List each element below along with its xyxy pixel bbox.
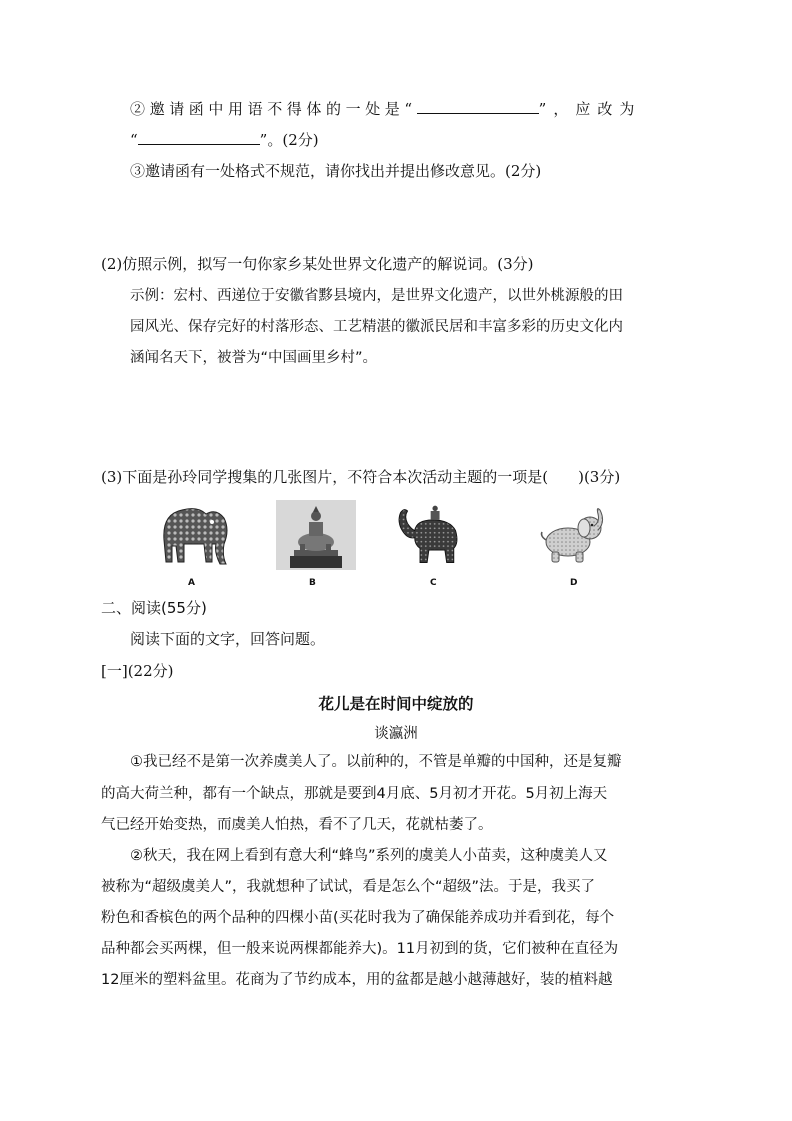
q3-prompt: (3)下面是孙玲同学搜集的几张图片，不符合本次活动主题的一项是( )(3分): [101, 468, 621, 486]
section-heading: 二、阅读(55分): [101, 599, 207, 617]
answer-blank-2: [138, 130, 260, 145]
option-label-b: B: [309, 578, 316, 588]
q1-item2-line2: [130, 130, 319, 150]
q2-prompt: (2)仿照示例，拟写一句你家乡某处世界文化遗产的解说词。(3分): [101, 255, 534, 273]
article-line: ①我已经不是第一次养虞美人了。以前种的，不管是单瓣的中国种，还是复瓣: [130, 754, 622, 770]
article-author: 谈瀛洲: [374, 726, 418, 742]
elephant-statue-image: [276, 500, 356, 570]
reading-part-label: [一](22分): [101, 662, 174, 680]
q2-example-line2: 园风光、保存完好的村落形态、工艺精湛的徽派民居和丰富多彩的历史文化内: [130, 319, 623, 335]
article-line: 的高大荷兰种，都有一个缺点，那就是要到4月底、5月初才开花。5月初上海天: [101, 786, 608, 802]
article-line: 12厘米的塑料盆里。花商为了节约成本，用的盆都是越小越薄越好，装的植料越: [101, 972, 613, 988]
article-line: 粉色和香槟色的两个品种的四棵小苗(买花时我为了确保能养成功并看到花，每个: [101, 910, 615, 926]
q1-item2-line1: [130, 99, 662, 119]
option-label-c: C: [430, 578, 437, 588]
article-line: 被称为“超级虞美人”，我就想种了试试，看是怎么个“超级”法。于是，我买了: [101, 879, 596, 895]
q1-item2-text-a: ②邀请函中用语不得体的一处是“: [130, 100, 417, 118]
cartoon-elephant-image: [532, 500, 612, 570]
answer-blank-1: [417, 99, 539, 114]
q2-example-line1: 示例：宏村、西递位于安徽省黟县境内，是世界文化遗产，以世外桃源般的田: [130, 288, 623, 304]
option-label-d: D: [570, 578, 578, 588]
article-line: 品种都会买两棵，但一般来说两棵都能养大)。11月初到的货，它们被种在直径为: [101, 941, 619, 957]
reading-instruction: 阅读下面的文字，回答问题。: [130, 630, 326, 648]
q2-example-line3: 涵闻名天下，被誉为“中国画里乡村”。: [130, 350, 378, 366]
q1-item2-text-d: ”。(2分): [259, 131, 319, 149]
article-line: 气已经开始变热，而虞美人怕热，看不了几天，花就枯萎了。: [101, 817, 493, 833]
q1-item2-text-b: ”，应改为: [538, 100, 642, 118]
article-title: 花儿是在时间中绽放的: [318, 695, 474, 713]
article-line: ②秋天，我在网上看到有意大利“蜂鸟”系列的虞美人小苗卖，这种虞美人又: [130, 848, 608, 864]
ornate-elephant-image: [388, 500, 468, 570]
q1-item2-text-c: “: [130, 131, 138, 149]
q1-item3: ③邀请函有一处格式不规范，请你找出并提出修改意见。(2分): [130, 162, 542, 180]
option-label-a: A: [188, 578, 195, 588]
elephant-pattern-image: [154, 500, 234, 570]
